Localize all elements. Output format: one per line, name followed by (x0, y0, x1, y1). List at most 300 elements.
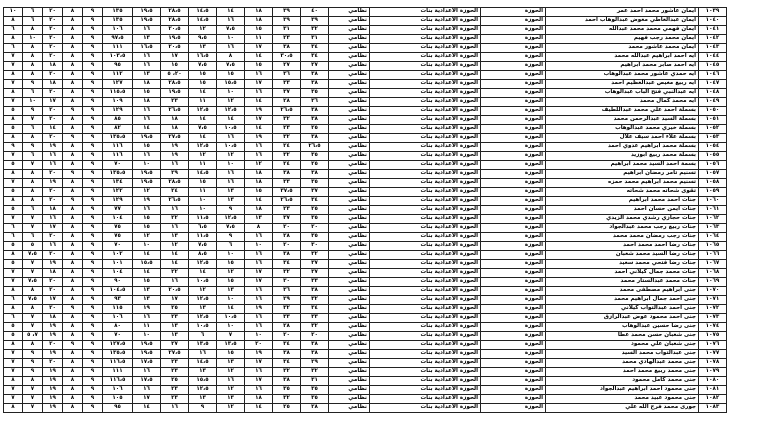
score-cell: ٩ (83, 215, 103, 224)
score-cell: ٨ (63, 35, 83, 44)
system-cell: نظامي (329, 179, 370, 188)
student-id-cell: ١٠٦٢ (699, 215, 727, 224)
score-cell: ١٩ (43, 143, 63, 152)
score-cell: ٣٩ (301, 17, 329, 26)
score-cell: ٣٨ (273, 350, 301, 359)
score-cell: ١١،٥ (189, 215, 217, 224)
score-cell: ٣٤ (301, 44, 329, 53)
student-id-cell: ١٠٤٦ (699, 71, 727, 80)
score-cell: ٨ (245, 224, 273, 233)
score-cell: ٢٠ (43, 26, 63, 35)
score-cell: ٦ (23, 17, 43, 26)
score-cell: ٩ (63, 197, 83, 206)
system-cell: نظامي (329, 134, 370, 143)
score-cell: ١٩ (43, 179, 63, 188)
score-cell: ١٩ (245, 107, 273, 116)
score-cell: ٧،٥ (189, 242, 217, 251)
score-cell: ٧٠ (103, 332, 133, 341)
score-cell: ١٨ (245, 8, 273, 17)
score-cell: ١٠ (245, 332, 273, 341)
score-cell: ٩ (83, 71, 103, 80)
score-cell: ٩ (83, 98, 103, 107)
score-cell: ٨ (63, 206, 83, 215)
score-cell: ٩ (83, 26, 103, 35)
system-cell: نظامي (329, 314, 370, 323)
score-cell: ٩ (83, 116, 103, 125)
score-cell: ٢٣ (161, 359, 189, 368)
score-cell: ٨ (63, 188, 83, 197)
score-cell: ٨ (63, 44, 83, 53)
score-cell: ١٥ (217, 71, 245, 80)
score-cell: ١٤ (133, 269, 161, 278)
score-cell: ١٣٥،٥ (103, 134, 133, 143)
score-cell: ٢٨ (273, 233, 301, 242)
score-cell: ١٥ (133, 278, 161, 287)
score-cell: ٣٨ (273, 377, 301, 386)
score-cell: ٥ (4, 332, 23, 341)
city-cell: الحوزة (481, 269, 546, 278)
score-cell: ٢٥ (161, 377, 189, 386)
score-cell: ٣٧ (273, 89, 301, 98)
score-cell: ٩ (63, 107, 83, 116)
score-cell: ٣٧ (301, 260, 329, 269)
score-cell: ٢٠ (43, 89, 63, 98)
score-cell: ٨ (63, 161, 83, 170)
score-cell: ١٥ (245, 26, 273, 35)
student-id-cell: ١٠٥٠ (699, 107, 727, 116)
student-id-cell: ١٠٤١ (699, 26, 727, 35)
student-name-cell: جنات ايمن حسان احمد (546, 206, 699, 215)
score-cell: ٧ (4, 179, 23, 188)
score-cell: ١٩ (43, 350, 63, 359)
table-row (4, 215, 727, 224)
score-cell: ١١١ (103, 44, 133, 53)
score-cell: ١٣ (133, 35, 161, 44)
city-cell: الحوزة (481, 260, 546, 269)
score-cell: ١٦ (245, 143, 273, 152)
score-cell: ٢٨ (301, 404, 329, 413)
score-cell: ٢٣ (273, 125, 301, 134)
table-row (4, 8, 727, 17)
student-name-cell: ايمان عاشور محمد احمد عمر (546, 8, 699, 17)
score-cell: ٧ (4, 80, 23, 89)
score-cell: ٢٠، ٥ (161, 71, 189, 80)
score-cell: ١٠٩ (103, 98, 133, 107)
table-row (4, 134, 727, 143)
table-row (4, 26, 727, 35)
score-cell: ١٠ (133, 242, 161, 251)
score-cell: ٩ (83, 170, 103, 179)
school-cell: الحوزة الاعدادية بنات (370, 350, 481, 359)
score-cell: ١٧ (245, 116, 273, 125)
score-cell: ٨٢ (103, 125, 133, 134)
score-cell: ٢٨،٥ (161, 8, 189, 17)
table-row (4, 251, 727, 260)
score-cell: ١٦،٥ (189, 53, 217, 62)
school-cell: الحوزة الاعدادية بنات (370, 233, 481, 242)
score-cell: ١٠ (217, 161, 245, 170)
system-cell: نظامي (329, 107, 370, 116)
score-cell: ٨ (4, 71, 23, 80)
score-cell: ٨ (63, 8, 83, 17)
student-id-cell: ١٠٤٠ (699, 17, 727, 26)
score-cell: ١٢،٥ (217, 107, 245, 116)
score-cell: ٨ (63, 116, 83, 125)
score-cell: ٢٥ (301, 206, 329, 215)
score-cell: ١٩،٥ (133, 170, 161, 179)
score-cell: ١١ (245, 35, 273, 44)
score-cell: ٢٠ (43, 359, 63, 368)
score-cell: ١٠٢ (103, 251, 133, 260)
score-cell: ٧٥ (103, 224, 133, 233)
school-cell: الحوزة الاعدادية بنات (370, 269, 481, 278)
score-cell: ٨ (4, 377, 23, 386)
score-cell: ٨ (4, 116, 23, 125)
score-cell: ٢٤ (161, 188, 189, 197)
score-cell: ١٦ (133, 107, 161, 116)
score-cell: ٧،٥ (217, 224, 245, 233)
system-cell: نظامي (329, 125, 370, 134)
score-cell: ٣٢ (301, 26, 329, 35)
score-cell: ٢٥ (301, 161, 329, 170)
table-row (4, 107, 727, 116)
score-cell: ٩ (83, 404, 103, 413)
score-cell: ٤٠ (301, 8, 329, 17)
student-name-cell: جنى احمد عبدالتواب كيلاني (546, 305, 699, 314)
score-cell: ٢٠ (43, 8, 63, 17)
score-cell: ١٦ (189, 350, 217, 359)
student-id-cell: ١٠٧١ (699, 296, 727, 305)
score-cell: ١٢،٥ (189, 260, 217, 269)
student-id-cell: ١٠٤٢ (699, 35, 727, 44)
school-cell: الحوزة الاعدادية بنات (370, 260, 481, 269)
score-cell: ١٩ (133, 197, 161, 206)
score-cell: ١٤،٥ (189, 359, 217, 368)
school-cell: الحوزة الاعدادية بنات (370, 143, 481, 152)
score-cell: ٦ (23, 8, 43, 17)
score-cell: ٩ (83, 296, 103, 305)
system-cell: نظامي (329, 152, 370, 161)
score-cell: ٣٥ (301, 215, 329, 224)
score-cell: ٧ (4, 278, 23, 287)
score-cell: ٩ (83, 44, 103, 53)
score-cell: ٢٣ (161, 386, 189, 395)
city-cell: الحوزة (481, 8, 546, 17)
student-name-cell: جنى محمد عبدالهادي محمد (546, 359, 699, 368)
score-cell: ٣٨ (301, 287, 329, 296)
score-cell: ١٠٦ (103, 314, 133, 323)
score-cell: ٨ (63, 80, 83, 89)
score-cell: ١٧،٥ (133, 359, 161, 368)
score-cell: ٧،٥ (23, 296, 43, 305)
score-cell: ١٥،٥ (217, 80, 245, 89)
school-cell: الحوزة الاعدادية بنات (370, 215, 481, 224)
city-cell: الحوزة (481, 215, 546, 224)
score-cell: ٨ (23, 188, 43, 197)
score-cell: ١٦ (133, 152, 161, 161)
table-row (4, 296, 727, 305)
school-cell: الحوزة الاعدادية بنات (370, 170, 481, 179)
score-cell: ٩ (83, 89, 103, 98)
student-id-cell: ١٠٣٩ (699, 8, 727, 17)
score-cell: ٨ (63, 125, 83, 134)
score-cell: ٨ (217, 53, 245, 62)
score-cell: ٣٢ (273, 368, 301, 377)
score-cell: ٩٣ (103, 296, 133, 305)
score-cell: ٧ (4, 215, 23, 224)
score-cell: ٣٨ (301, 107, 329, 116)
score-cell: ٨ (63, 89, 83, 98)
score-cell: ٣٨ (273, 251, 301, 260)
score-cell: ١٠ (217, 251, 245, 260)
score-cell: ٨ (63, 395, 83, 404)
student-id-cell: ١٠٦٥ (699, 242, 727, 251)
score-cell: ٧ (4, 359, 23, 368)
score-cell: ٦ (4, 26, 23, 35)
score-cell: ١١٥ (103, 305, 133, 314)
school-cell: الحوزة الاعدادية بنات (370, 8, 481, 17)
score-cell: ٨ (63, 287, 83, 296)
system-cell: نظامي (329, 359, 370, 368)
score-cell: ١٣ (217, 287, 245, 296)
score-cell: ٣٥ (301, 179, 329, 188)
score-cell: ٢٠ (43, 287, 63, 296)
score-cell: ١٦ (133, 206, 161, 215)
score-cell: ١٦ (217, 44, 245, 53)
score-cell: ١٤ (245, 197, 273, 206)
score-cell: ٢٠ (43, 71, 63, 80)
score-cell: ١٥ (133, 224, 161, 233)
score-cell: ٨ (63, 377, 83, 386)
student-id-cell: ١٠٤٤ (699, 53, 727, 62)
city-cell: الحوزة (481, 242, 546, 251)
score-cell: ٩ (83, 62, 103, 71)
score-cell: ٧ (4, 53, 23, 62)
score-cell: ٣٨ (301, 341, 329, 350)
score-cell: ٢٩ (273, 296, 301, 305)
score-cell: ٢٧،٥ (161, 134, 189, 143)
score-cell: ٣٥ (301, 386, 329, 395)
score-cell: ١٤ (217, 116, 245, 125)
score-cell: ١٠،٥ (217, 314, 245, 323)
student-name-cell: جنى محمد كامل محمود (546, 377, 699, 386)
score-cell: ٥ (23, 242, 43, 251)
score-cell: ٨ (63, 215, 83, 224)
table-row (4, 224, 727, 233)
score-cell: ٢٧ (301, 62, 329, 71)
score-cell: ١٦ (217, 134, 245, 143)
score-cell: ٩ (23, 80, 43, 89)
score-cell: ٨ (63, 143, 83, 152)
system-cell: نظامي (329, 17, 370, 26)
score-cell: ١٩ (43, 404, 63, 413)
score-cell: ٨ (4, 305, 23, 314)
score-cell: ١٩ (161, 143, 189, 152)
score-cell: ١٤ (133, 125, 161, 134)
system-cell: نظامي (329, 206, 370, 215)
score-cell: ٢٥ (273, 404, 301, 413)
score-cell: ١٧ (245, 278, 273, 287)
score-cell: ٨ (63, 368, 83, 377)
school-cell: الحوزة الاعدادية بنات (370, 359, 481, 368)
score-cell: ١٧،٥ (133, 377, 161, 386)
score-cell: ١٠ (4, 8, 23, 17)
score-cell: ٨ (4, 134, 23, 143)
score-cell: ١١٦،٥ (103, 377, 133, 386)
student-name-cell: ايمان عبدالعاطي معوض عبدالوهاب احمد (546, 17, 699, 26)
score-cell: ٨ (63, 62, 83, 71)
score-cell: ١٥ (245, 62, 273, 71)
score-cell: ١٦ (43, 242, 63, 251)
score-cell: ١٩،٥ (161, 35, 189, 44)
score-cell: ١٣ (217, 359, 245, 368)
score-cell: ٨ (63, 314, 83, 323)
score-cell: ١٦،٥ (133, 44, 161, 53)
city-cell: الحوزة (481, 62, 546, 71)
school-cell: الحوزة الاعدادية بنات (370, 386, 481, 395)
city-cell: الحوزة (481, 89, 546, 98)
school-cell: الحوزة الاعدادية بنات (370, 305, 481, 314)
score-cell: ٢٣ (273, 206, 301, 215)
score-cell: ٢٠ (43, 53, 63, 62)
score-cell: ٩ (83, 323, 103, 332)
table-row (4, 359, 727, 368)
score-cell: ٨،٥ (189, 251, 217, 260)
score-cell: ١٠ (217, 35, 245, 44)
system-cell: نظامي (329, 62, 370, 71)
score-cell: ٨ (23, 377, 43, 386)
student-name-cell: بسملة السيد عبدالرحمن محمد (546, 116, 699, 125)
score-cell: ١٢ (217, 269, 245, 278)
score-cell: ١٥،٥ (133, 260, 161, 269)
score-cell: ٢٢ (161, 215, 189, 224)
score-cell: ٦ (23, 152, 43, 161)
school-cell: الحوزة الاعدادية بنات (370, 53, 481, 62)
student-name-cell: جنات رضا فتحي محمد سعيد (546, 260, 699, 269)
score-cell: ١٠ (217, 323, 245, 332)
score-cell: ٣٩ (273, 8, 301, 17)
table-row (4, 260, 727, 269)
score-cell: ١٦ (245, 71, 273, 80)
score-cell: ٣٨ (273, 170, 301, 179)
score-cell: ١١ (189, 98, 217, 107)
score-cell: ١٢،٥ (189, 107, 217, 116)
system-cell: نظامي (329, 260, 370, 269)
score-cell: ١٦ (133, 116, 161, 125)
score-cell: ١٦ (161, 161, 189, 170)
student-name-cell: بسملة احمد علي محمد عبداللطيف (546, 107, 699, 116)
score-cell: ٦ (4, 233, 23, 242)
city-cell: الحوزة (481, 224, 546, 233)
score-cell: ١٥ (217, 350, 245, 359)
score-cell: ٣٥ (301, 152, 329, 161)
score-cell: ٢٠ (273, 224, 301, 233)
score-cell: ٨ (23, 179, 43, 188)
score-cell: ١٩ (245, 350, 273, 359)
score-cell: ٣٠ (301, 242, 329, 251)
student-name-cell: جنى محمود عبيد محمد (546, 395, 699, 404)
system-cell: نظامي (329, 233, 370, 242)
school-cell: الحوزة الاعدادية بنات (370, 287, 481, 296)
school-cell: الحوزة الاعدادية بنات (370, 188, 481, 197)
city-cell: الحوزة (481, 107, 546, 116)
score-cell: ٩ (83, 206, 103, 215)
score-cell: ٧ (23, 386, 43, 395)
score-cell: ١٥ (189, 179, 217, 188)
score-cell: ٨ (63, 323, 83, 332)
score-cell: ٦ (23, 125, 43, 134)
score-cell: ٥ (4, 206, 23, 215)
score-cell: ١٦ (245, 89, 273, 98)
student-id-cell: ١٠٧٢ (699, 305, 727, 314)
score-cell: ١٠ (23, 98, 43, 107)
student-name-cell: ايه احمد صابر محمد ابراهيم (546, 62, 699, 71)
score-cell: ٩ (83, 260, 103, 269)
score-cell: ٣٣ (273, 80, 301, 89)
table-row (4, 80, 727, 89)
city-cell: الحوزة (481, 80, 546, 89)
student-id-cell: ١٠٧٥ (699, 332, 727, 341)
student-id-cell: ١٠٧٦ (699, 341, 727, 350)
score-cell: ١٣ (189, 368, 217, 377)
score-cell: ١٧ (43, 224, 63, 233)
score-cell: ١٥ (217, 260, 245, 269)
score-cell: ١٢٩ (103, 197, 133, 206)
student-name-cell: جنى احمد جمال ابراهيم محمد (546, 296, 699, 305)
student-name-cell: جنات ربيع رجب محمد عبدالجواد (546, 224, 699, 233)
score-cell: ١٠ (23, 35, 43, 44)
score-cell: ١٥ (189, 71, 217, 80)
student-id-cell: ١٠٦٦ (699, 251, 727, 260)
score-cell: ١٦ (133, 53, 161, 62)
student-name-cell: جنات محمد جمال كيلاني احمد (546, 269, 699, 278)
score-cell: ١٢٢ (103, 188, 133, 197)
score-cell: ٢٠،٥ (161, 26, 189, 35)
score-cell: ٢٠ (43, 116, 63, 125)
score-cell: ١٨ (133, 98, 161, 107)
table-row (4, 17, 727, 26)
score-cell: ١٢ (217, 98, 245, 107)
system-cell: نظامي (329, 215, 370, 224)
score-cell: ٣٧ (301, 269, 329, 278)
score-cell: ٩ (83, 242, 103, 251)
score-cell: ٩ (63, 134, 83, 143)
student-name-cell: جنى عبدالتواب محمد السيد (546, 350, 699, 359)
score-cell: ١٩ (245, 134, 273, 143)
score-cell: ٧ (23, 404, 43, 413)
student-name-cell: جنات رجب رمضان محمد محمد (546, 233, 699, 242)
score-cell: ٢٨ (273, 323, 301, 332)
score-cell: ١٨ (133, 80, 161, 89)
table-row (4, 287, 727, 296)
score-cell: ١٨ (245, 179, 273, 188)
score-cell: ٢٧ (161, 341, 189, 350)
table-row (4, 188, 727, 197)
score-cell: ١٣ (133, 296, 161, 305)
score-cell: ٧ (4, 386, 23, 395)
city-cell: الحوزة (481, 323, 546, 332)
score-cell: ١٦ (133, 26, 161, 35)
table-row (4, 350, 727, 359)
city-cell: الحوزة (481, 296, 546, 305)
score-cell: ٧ (23, 260, 43, 269)
score-cell: ٨ (63, 71, 83, 80)
student-id-cell: ١٠٤٧ (699, 80, 727, 89)
score-cell: ٣٢ (273, 305, 301, 314)
school-cell: الحوزة الاعدادية بنات (370, 161, 481, 170)
student-name-cell: بسملة محمد ربيع ابوزيد (546, 152, 699, 161)
score-cell: ١٨ (43, 269, 63, 278)
